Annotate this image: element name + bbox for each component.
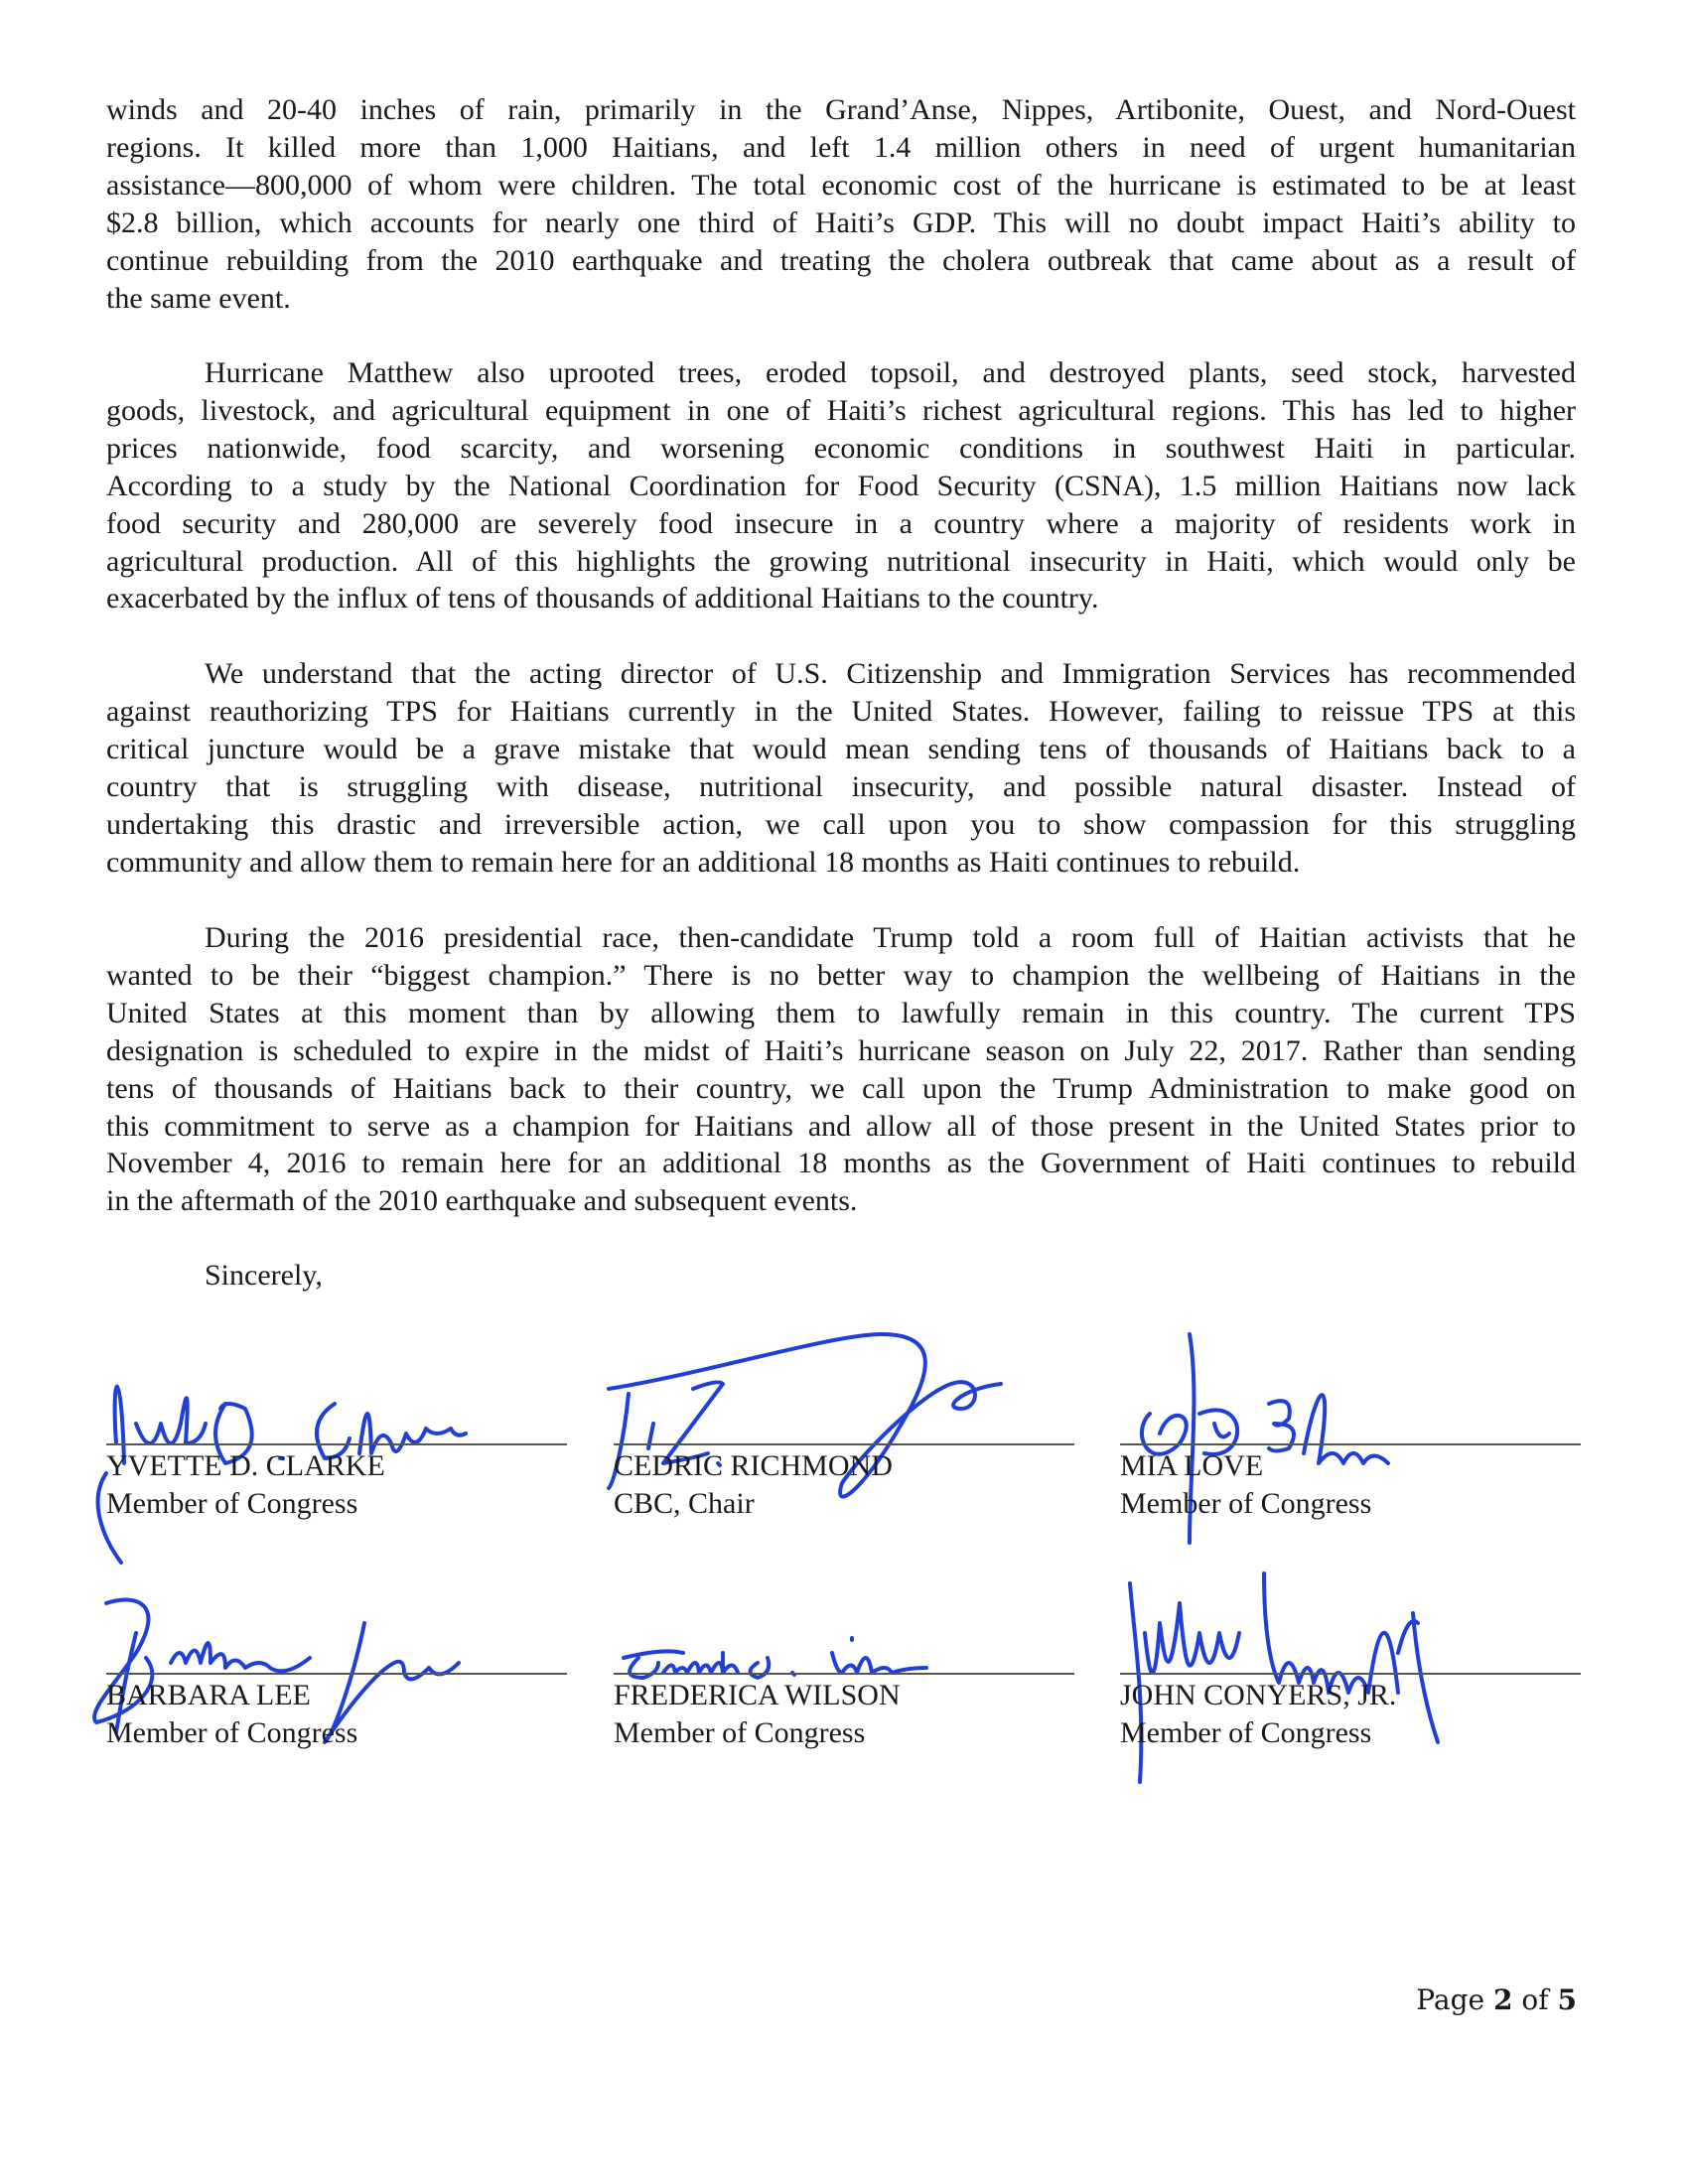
text-line: the same event. xyxy=(106,281,291,315)
text-line: this commitment to serve as a champion for Haitians and allow all of those present in the United States prior to xyxy=(106,1109,1576,1143)
paragraph-4 xyxy=(106,919,1576,1220)
text-line: prices nationwide, food scarcity, and worsening economic conditions in southwest Haiti in particular. xyxy=(106,431,1576,465)
text-line: against reauthorizing TPS for Haitians currently in the United States. However, failing to reissue TPS at this xyxy=(106,694,1576,728)
signatory-name: FREDERICA WILSON xyxy=(614,1679,901,1711)
signature-line xyxy=(1120,1673,1581,1675)
text-line: United States at this moment than by allowing them to lawfully remain in this country. The current TPS xyxy=(106,996,1576,1029)
signatory-title: CBC, Chair xyxy=(614,1487,755,1520)
text-line: country that is struggling with disease, nutritional insecurity, and possible natural disaster. Instead of xyxy=(106,769,1576,803)
paragraph-1 xyxy=(106,91,1576,317)
text-line: assistance—800,000 of whom were children. The total economic cost of the hurricane is estimated to be at least xyxy=(106,168,1576,202)
text-line: undertaking this drastic and irreversible action, we call upon you to show compassion for this struggling xyxy=(106,807,1576,841)
text-line: During the 2016 presidential race, then-candidate Trump told a room full of Haitian activists that he xyxy=(205,921,1576,954)
signatory-title: Member of Congress xyxy=(106,1487,358,1520)
signatory-title: Member of Congress xyxy=(1120,1487,1372,1520)
text-line: critical juncture would be a grave mistake that would mean sending tens of thousands of Haitians back to a xyxy=(106,732,1576,765)
closing-salutation: Sincerely, xyxy=(205,1259,323,1292)
text-line: $2.8 billion, which accounts for nearly one third of Haiti’s GDP. This will no doubt impact Haiti’s ability to xyxy=(106,205,1576,239)
signature-line xyxy=(614,1443,1074,1445)
text-line: food security and 280,000 are severely food insecure in a country where a majority of residents work in xyxy=(106,506,1576,540)
text-line: community and allow them to remain here for an additional 18 months as Haiti continues to rebuild. xyxy=(106,845,1301,879)
total-pages: 5 xyxy=(1557,1983,1577,2016)
text-line: Hurricane Matthew also uprooted trees, eroded topsoil, and destroyed plants, seed stock, harvested xyxy=(205,356,1576,389)
signature-line xyxy=(1120,1443,1581,1445)
paragraph-2 xyxy=(106,354,1576,617)
signature-line xyxy=(106,1673,567,1675)
signature-line xyxy=(614,1673,1074,1675)
signatory-name: JOHN CONYERS, JR. xyxy=(1120,1679,1397,1711)
text-line: continue rebuilding from the 2010 earthquake and treating the cholera outbreak that came about as a result of xyxy=(106,243,1576,277)
text-line: wanted to be their “biggest champion.” There is no better way to champion the wellbeing of Haitians in the xyxy=(106,958,1576,992)
signatory-title: Member of Congress xyxy=(1120,1716,1372,1749)
text-line: goods, livestock, and agricultural equipment in one of Haiti’s richest agricultural regions. This has led to higher xyxy=(106,393,1576,427)
text-line: November 4, 2016 to remain here for an additional 18 months as the Government of Haiti continues to rebuild xyxy=(106,1147,1576,1180)
text-line: agricultural production. All of this highlights the growing nutritional insecurity in Haiti, which would only be xyxy=(106,544,1576,578)
text-line: designation is scheduled to expire in the midst of Haiti’s hurricane season on July 22, 2017. Rather than sending xyxy=(106,1033,1576,1067)
signatory-name: CEDRIC RICHMOND xyxy=(614,1449,893,1482)
text-line: exacerbated by the influx of tens of thousands of additional Haitians to the country. xyxy=(106,582,1099,615)
signatory-name: YVETTE D. CLARKE xyxy=(106,1449,385,1482)
page-label: Page xyxy=(1416,1983,1485,2016)
current-page: 2 xyxy=(1492,1983,1513,2016)
page-of-label: of xyxy=(1521,1983,1549,2016)
text-line: regions. It killed more than 1,000 Haitians, and left 1.4 million others in need of urgent humanitarian xyxy=(106,130,1576,164)
text-line: in the aftermath of the 2010 earthquake and subsequent events. xyxy=(106,1184,858,1218)
paragraph-3 xyxy=(106,655,1576,881)
text-line: According to a study by the National Coordination for Food Security (CSNA), 1.5 million Haitians now lack xyxy=(106,469,1576,502)
signatory-name: BARBARA LEE xyxy=(106,1679,311,1711)
page-number xyxy=(1416,1983,1577,2016)
text-line: We understand that the acting director of U.S. Citizenship and Immigration Services has recommended xyxy=(205,657,1576,690)
text-line: tens of thousands of Haitians back to their country, we call upon the Trump Administration to make good on xyxy=(106,1071,1576,1105)
signatory-title: Member of Congress xyxy=(614,1716,866,1749)
signatory-title: Member of Congress xyxy=(106,1716,358,1749)
signature-line xyxy=(106,1443,567,1445)
signatory-name: MIA LOVE xyxy=(1120,1449,1264,1482)
text-line: winds and 20-40 inches of rain, primarily in the Grand’Anse, Nippes, Artibonite, Ouest, and Nord-Ouest xyxy=(106,93,1576,126)
